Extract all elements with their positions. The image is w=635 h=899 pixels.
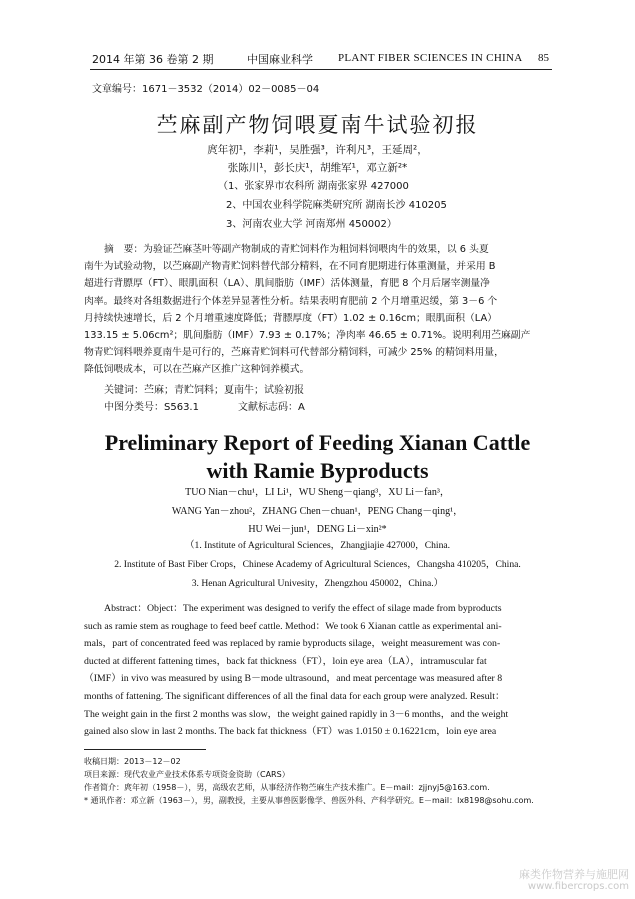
article-number: 文章编号：1671－3532（2014）02－0085－04: [92, 84, 320, 95]
footnote-received-date: 收稿日期：2013－12－02: [84, 757, 181, 766]
affiliation-cn-line: （1、张家界市农科所 湖南张家界 427000: [218, 181, 409, 192]
authors-en-line: TUO Nian－chu¹，LI Li¹，WU Sheng－qiang³，XU Li－fan³，: [185, 487, 450, 498]
authors-en: [0, 484, 635, 540]
abstract-en-line: gained also slow in last 2 months. The back fat thickness（FT）was 1.0150 ± 0.16221cm，loin eye area: [84, 726, 497, 738]
authors-en-line: HU Wei－jun¹，DENG Li－xin²*: [248, 524, 387, 535]
footnotes: [84, 755, 554, 807]
watermark-url: www.fibercrops.com: [527, 881, 629, 892]
document-code: 文献标志码：A: [238, 402, 305, 413]
affiliation-en-line: 3. Henan Agricultural Univesity，Zhengzhou 450002，China.）: [191, 578, 444, 589]
clc-number: 中图分类号：S563.1: [104, 402, 199, 413]
abstract-cn-line: 超进行背膘厚（FT）、眼肌面积（LA）、肌间脂肪（IMF）活体测量，育肥 8 个月后屠宰测量净: [84, 278, 490, 290]
footnote-rule: [84, 749, 206, 750]
abstract-en-line: months of fattening. The significant differences of all the final data for each group were analyzed. Result：: [84, 690, 505, 702]
watermark-cn: 麻类作物营养与施肥网: [519, 868, 629, 881]
affiliations-en: [0, 536, 635, 593]
affiliation-en-line: 2. Institute of Bast Fiber Crops，Chinese Academy of Agricultural Sciences，Changsha 410205，China.: [114, 559, 521, 570]
header-rule: [90, 69, 552, 70]
issue-info: 2014 年第 36 卷第 2 期: [92, 53, 214, 66]
abstract-cn-line: 肉率。最终对各组数据进行个体差异显著性分析。结果表明育肥前 2 个月增重迟缓，第 3－6 个: [84, 295, 498, 307]
footnote-corresponding-author: * 通讯作者：邓立新（1963－），男，副教授，主要从事兽医影像学、兽医外科、产科学研究。E－mail：lx8198@sohu.com.: [84, 796, 534, 805]
affiliation-cn-line: 2、中国农业科学院麻类研究所 湖南长沙 410205: [226, 200, 447, 211]
affiliation-en-line: （1. Institute of Agricultural Sciences，Zhangjiajie 427000，China.: [184, 540, 451, 551]
footnote-funding: 项目来源：现代农业产业技术体系专项资金资助（CARS）: [84, 770, 290, 779]
title-en-line-2: with Ramie Byproducts: [206, 458, 429, 483]
abstract-en-line: The weight gain in the first 2 months was slow，the weight gained rapidly in 3－6 months，and the weight: [84, 708, 509, 720]
title-cn: 苎麻副产物饲喂夏南牛试验初报: [156, 113, 479, 137]
page-number: 85: [538, 52, 549, 64]
abstract-en-line: Abstract：Object：The experiment was designed to verify the effect of silage made from byproducts: [104, 603, 502, 614]
abstract-cn-line: 降低饲喂成本，可以在苎麻产区推广这种饲养模式。: [84, 364, 310, 376]
authors-cn: [0, 141, 635, 177]
abstract-cn-line: 物青贮饲料喂养夏南牛是可行的，苎麻青贮饲料可代替部分精饲料，可减少 25% 的精饲料用量，: [84, 347, 504, 359]
authors-cn-line: 张陈川¹，彭长庆¹，胡维军¹，邓立新²*: [227, 162, 408, 174]
abstract-en-line: ducted at different fattening times，back fat thickness（FT），loin eye area（LA），intramuscular fat: [84, 655, 487, 667]
abstract-cn-line: 摘 要：为验证苎麻茎叶等副产物制成的青贮饲料作为粗饲料饲喂肉牛的效果，以 6 头夏: [104, 244, 489, 255]
keywords-cn: 关键词：苎麻；青贮饲料；夏南牛；试验初报: [104, 385, 304, 396]
abstract-en-line: （IMF）in vivo was measured by using B－mode ultrasound，and meat percentage was measured after 8: [84, 673, 503, 685]
authors-cn-line: 庹年初¹，李莉¹，吴胜强³，许利凡³，王延周²，: [207, 144, 428, 156]
abstract-en: [84, 600, 554, 741]
abstract-cn-line: 133.15 ± 5.06cm²；肌间脂肪（IMF）7.93 ± 0.17%；净肉率 46.65 ± 0.71%。说明利用苎麻副产: [84, 330, 531, 342]
abstract-en-line: such as ramie stem as roughage to feed beef cattle. Method：We took 6 Xianan cattle as experimental ani-: [84, 620, 502, 632]
title-en-line-1: Preliminary Report of Feeding Xianan Cattle: [104, 430, 531, 455]
journal-name-en: PLANT FIBER SCIENCES IN CHINA: [338, 52, 523, 64]
authors-en-line: WANG Yan－zhou²，ZHANG Chen－chuan¹，PENG Chang－qing¹，: [171, 505, 464, 517]
abstract-cn-line: 南牛为试验动物，以苎麻副产物青贮饲料替代部分精料，在不同育肥期进行体重测量，并采用 B: [84, 261, 496, 273]
abstract-en-line: mals，part of concentrated feed was replaced by ramie byproducts silage，weight measurement was con-: [84, 638, 501, 650]
footnote-author-bio: 作者简介：庹年初（1958－），男，高级农艺师，从事经济作物苎麻生产技术推广。E－mail：zjjnyj5@163.com.: [84, 783, 490, 792]
abstract-cn: [84, 241, 554, 379]
journal-name-cn: 中国麻业科学: [247, 53, 313, 66]
affiliation-cn-line: 3、河南农业大学 河南郑州 450002）: [226, 219, 397, 230]
abstract-cn-line: 月持续快速增长，后 2 个月增重速度降低；背膘厚度（FT）1.02 ± 0.16cm；眼肌面积（LA）: [84, 312, 497, 324]
affiliations-cn: [218, 177, 447, 234]
